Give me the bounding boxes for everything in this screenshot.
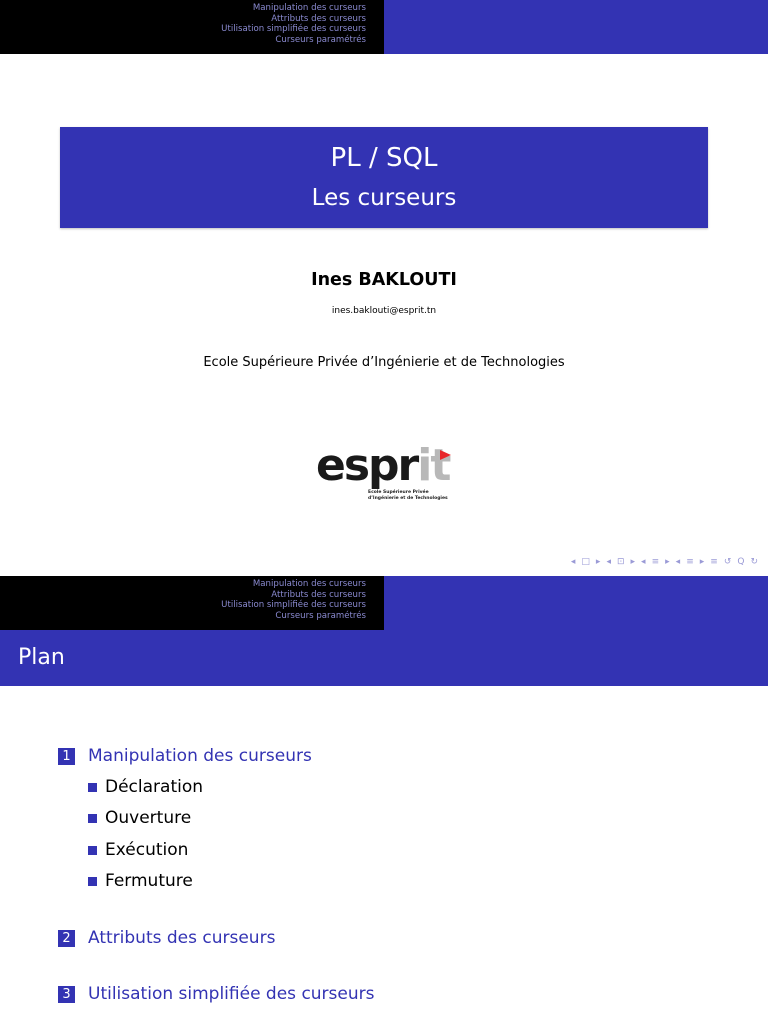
slide-headline	[0, 0, 768, 54]
section-label: Attributs des curseurs	[88, 928, 276, 948]
nav-prev-slide-icon[interactable]: ◂	[606, 557, 611, 567]
nav-next-frame-icon[interactable]: ▸	[595, 557, 601, 567]
slide-headline	[0, 576, 768, 630]
slide-title: PL / SQL	[330, 143, 438, 173]
square-bullet-icon	[88, 814, 97, 823]
headline-section-1[interactable]: Manipulation des curseurs	[252, 579, 366, 589]
section-number-box: 3	[58, 986, 75, 1003]
square-bullet-icon	[88, 877, 97, 886]
nav-subsection-icon[interactable]: ≡	[651, 557, 660, 567]
toc-subsection-ouverture[interactable]	[88, 807, 191, 829]
nav-forward-icon[interactable]: ↻	[750, 557, 758, 567]
headline-section-nav	[0, 0, 384, 54]
beamer-navigation-bar	[569, 557, 760, 567]
section-number-box: 1	[58, 748, 75, 765]
toc-subsection-execution[interactable]	[88, 839, 188, 861]
nav-prev-section-icon[interactable]: ◂	[675, 557, 681, 567]
nav-back-icon[interactable]: ↺	[723, 557, 732, 567]
subsection-label: Déclaration	[105, 777, 204, 797]
subsection-label: Exécution	[105, 840, 189, 860]
section-label: Manipulation des curseurs	[88, 746, 312, 766]
subsection-label: Ouverture	[105, 808, 192, 828]
headline-section-4[interactable]: Curseurs paramétrés	[275, 610, 366, 621]
nav-next-section-icon[interactable]: ▸	[699, 557, 705, 567]
headline-section-3[interactable]: Utilisation simplifiée des curseurs	[221, 24, 366, 35]
toc-section-1[interactable]	[58, 744, 312, 768]
logo-word-dark: espr	[316, 440, 418, 491]
headline-section-2[interactable]: Attributs des curseurs	[271, 589, 366, 600]
logo-tagline	[368, 490, 448, 502]
logo-tagline-line-1: Ecole Supérieure Privée	[368, 490, 429, 495]
logo-flag-icon	[440, 450, 451, 460]
plan-slide	[0, 576, 768, 1024]
esprit-logo	[316, 440, 456, 508]
author-name: Ines BAKLOUTI	[311, 270, 457, 290]
frame-title: Plan	[0, 630, 768, 686]
nav-next-slide-icon[interactable]: ▸	[630, 557, 636, 567]
logo-wordmark	[316, 440, 449, 492]
toc-section-3[interactable]	[58, 982, 375, 1006]
headline-section-3[interactable]: Utilisation simplifiée des curseurs	[221, 600, 366, 611]
toc-subsection-declaration[interactable]	[88, 776, 203, 798]
nav-section-icon[interactable]: ≡	[686, 557, 694, 567]
section-label: Utilisation simplifiée des curseurs	[88, 984, 375, 1004]
headline-section-nav	[0, 576, 384, 630]
toc-subsection-fermuture[interactable]	[88, 870, 193, 892]
nav-prev-frame-icon[interactable]: ◂	[570, 557, 576, 567]
logo-word-grey: it	[417, 440, 450, 491]
section-number-box: 2	[58, 930, 75, 947]
logo-tagline-line-2: d’Ingénierie et de Technologies	[368, 496, 448, 501]
headline-blue-bar	[384, 0, 768, 54]
institution-name: Ecole Supérieure Privée d’Ingénierie et de Technologies	[203, 355, 565, 370]
headline-section-2[interactable]: Attributs des curseurs	[271, 13, 366, 24]
nav-search-icon[interactable]: Q	[737, 557, 745, 567]
headline-section-1[interactable]: Manipulation des curseurs	[252, 3, 366, 13]
toc-section-2[interactable]	[58, 926, 275, 950]
headline-blue-bar	[384, 576, 768, 630]
nav-document-icon[interactable]: ≡	[710, 557, 718, 567]
subsection-label: Fermuture	[105, 871, 193, 891]
nav-slide-icon[interactable]: ⊡	[616, 557, 625, 567]
author-email: ines.baklouti@esprit.tn	[331, 306, 437, 316]
slide-subtitle: Les curseurs	[311, 185, 457, 211]
nav-next-subsection-icon[interactable]: ▸	[665, 557, 670, 567]
square-bullet-icon	[88, 783, 97, 792]
square-bullet-icon	[88, 846, 97, 855]
nav-prev-subsection-icon[interactable]: ◂	[641, 557, 646, 567]
headline-section-4[interactable]: Curseurs paramétrés	[275, 34, 366, 45]
nav-frame-icon[interactable]: □	[581, 557, 590, 567]
